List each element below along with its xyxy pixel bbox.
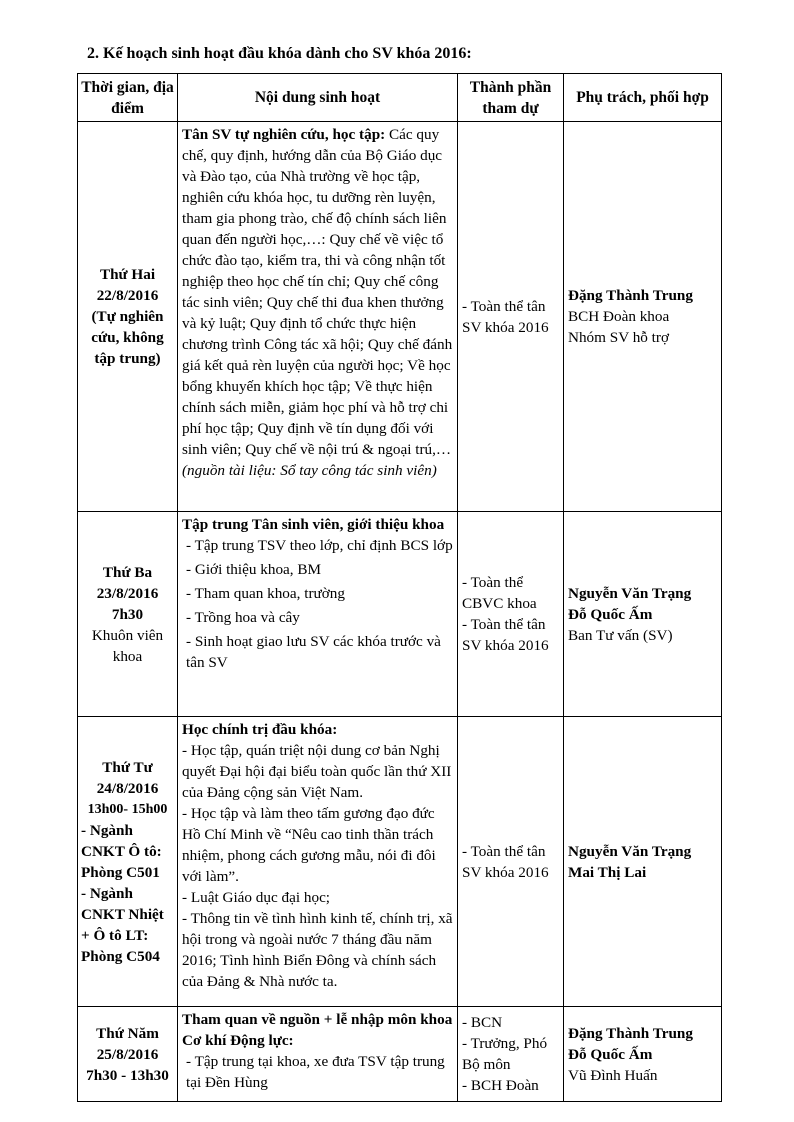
header-time: Thời gian, địa điểm	[78, 74, 178, 122]
participants-cell: - Toàn thể CBVC khoa - Toàn thể tân SV khóa 2016	[458, 512, 564, 717]
header-participants: Thành phần tham dự	[458, 74, 564, 122]
section-heading: 2. Kế hoạch sinh hoạt đầu khóa dành cho SV khóa 2016:	[87, 45, 472, 62]
participants-cell: - BCN - Trưởng, Phó Bộ môn - BCH Đoàn	[458, 1007, 564, 1102]
content-cell: Tân SV tự nghiên cứu, học tập: Các quy chế, quy định, hướng dẫn của Bộ Giáo dục và Đào tạo, của Nhà trường về học tập, nghiên cứu khóa học, tu dưỡng rèn luyện, tham gia phong trào, chế độ chính sách liên quan đến người học,…: Quy chế về việc tổ chức đào tạo, kiểm tra, thi và công nhận tốt nghiệp theo học chế tín chỉ; Quy chế công tác sinh viên; Quy chế thi đua khen thưởng và kỷ luật; Quy định tổ chức thực hiện chương trình Công tác xã hội; Quy chế đánh giá kết quả rèn luyện của người học; Về học bổng khuyến khích học tập; Về thực hiện chính sách miễn, giảm học phí và hỗ trợ chi phí học tập; Quy định về tín dụng đối với sinh viên; Quy chế về nội trú & ngoại trú,… (nguồn tài liệu: Sổ tay công tác sinh viên)	[178, 122, 458, 512]
participants-cell: - Toàn thể tân SV khóa 2016	[458, 717, 564, 1007]
table-header-row	[78, 74, 722, 122]
table-row	[78, 512, 722, 717]
participants-cell: - Toàn thể tân SV khóa 2016	[458, 122, 564, 512]
responsible-cell: Đặng Thành Trung BCH Đoàn khoa Nhóm SV hỗ trợ	[564, 122, 722, 512]
time-cell: Thứ Hai 22/8/2016 (Tự nghiên cứu, không tập trung)	[78, 122, 178, 512]
time-cell: Thứ Năm 25/8/2016 7h30 - 13h30	[78, 1007, 178, 1102]
content-cell: Học chính trị đầu khóa: - Học tập, quán triệt nội dung cơ bản Nghị quyết Đại hội đại biểu toàn quốc lần thứ XII của Đảng cộng sản Việt Nam. - Học tập và làm theo tấm gương đạo đức Hồ Chí Minh về “Nêu cao tinh thần trách nhiệm, phong cách gương mẫu, nói đi đôi với làm”. - Luật Giáo dục đại học; - Thông tin về tình hình kinh tế, chính trị, xã hội trong và ngoài nước 7 tháng đầu năm 2016; Tình hình Biển Đông và chính sách của Đảng & Nhà nước ta.	[178, 717, 458, 1007]
header-responsible: Phụ trách, phối hợp	[564, 74, 722, 122]
table-row	[78, 1007, 722, 1102]
responsible-cell: Đặng Thành Trung Đỗ Quốc Ấm Vũ Đình Huấn	[564, 1007, 722, 1102]
table-row	[78, 122, 722, 512]
responsible-cell: Nguyễn Văn Trạng Mai Thị Lai	[564, 717, 722, 1007]
table-row	[78, 717, 722, 1007]
time-cell: Thứ Ba 23/8/2016 7h30 Khuôn viên khoa	[78, 512, 178, 717]
activity-plan-table	[77, 73, 722, 1102]
time-cell: Thứ Tư 24/8/2016 13h00- 15h00 - Ngành CNKT Ô tô: Phòng C501 - Ngành CNKT Nhiệt + Ô tô LT: Phòng C504	[78, 717, 178, 1007]
responsible-cell: Nguyễn Văn Trạng Đỗ Quốc Ấm Ban Tư vấn (SV)	[564, 512, 722, 717]
content-cell: Tập trung Tân sinh viên, giới thiệu khoa - Tập trung TSV theo lớp, chỉ định BCS lớp - Giới thiệu khoa, BM - Tham quan khoa, trường - Trồng hoa và cây - Sinh hoạt giao lưu SV các khóa trước và tân SV	[178, 512, 458, 717]
content-cell: Tham quan về nguồn + lễ nhập môn khoa Cơ khí Động lực: - Tập trung tại khoa, xe đưa TSV tập trung tại Đền Hùng	[178, 1007, 458, 1102]
header-content: Nội dung sinh hoạt	[178, 74, 458, 122]
